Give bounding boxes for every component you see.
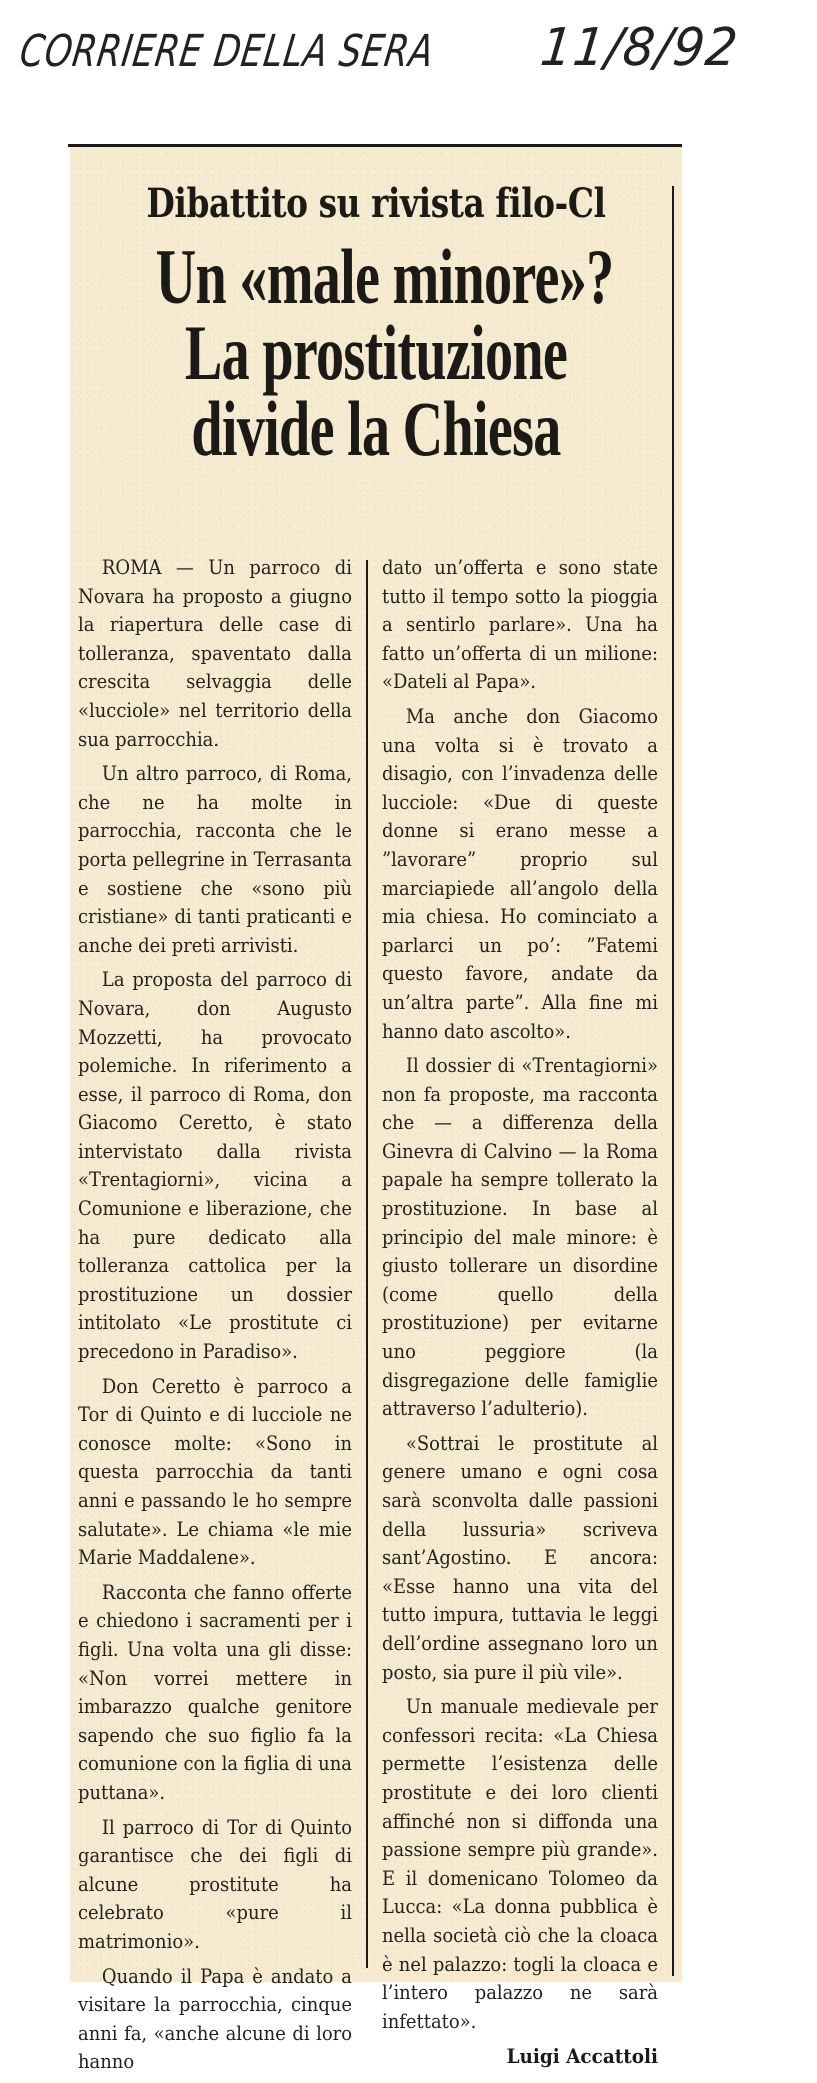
paragraph: Don Ceretto è parroco a Tor di Quinto e di lucciole ne conosce molte: «Sono in questa parrocchia da tanti anni e passando le ho sempre salutate». Le chiama «le mie Marie Maddalene». [78,1374,353,1570]
column-left [78,554,352,2083]
right-rule-divider [672,186,674,1976]
paragraph: Ma anche don Giacomo una volta si è trovato a disagio, con l’invadenza delle lucciole: «Due di queste donne si erano messe a ”lavorare” proprio sul marciapiede all’angolo della mia chiesa. Ho cominciato a parlarci un po’: ”Fatemi questo favore, andate da un’altra parte”. Alla fine mi hanno dato ascolto». [382,704,658,1043]
headline-line-2: La prostituzione [184,309,568,396]
article-headline [155,233,614,472]
paragraph: Racconta che fanno offerte e chiedono i sacramenti per i figli. Una volta una gli disse: «Non vorrei mettere in imbarazzo qualche genitore sapendo che suo figlio fa la comunione con la figlia di una puttana». [78,1580,353,1804]
author-byline: Luigi Accattoli [506,2044,658,2069]
newspaper-name-annotation: CORRIERE DELLA SERA [16,26,438,77]
column-divider [366,560,368,1968]
date-annotation: 11/8/92 [537,18,742,78]
paragraph: ROMA — Un parroco di Novara ha proposto a giugno la riapertura delle case di tolleranza, spaventato dalla crescita selvaggia delle «lucciole» nel territorio della sua parrocchia. [78,556,353,751]
article-body [70,554,670,2074]
article-kicker: Dibattito su rivista filo-Cl [146,180,606,227]
paragraph: Il parroco di Tor di Quinto garantisce che dei figli di alcune prostitute ha celebrato «pure il matrimonio». [78,1815,353,1953]
top-rule-divider [68,144,682,147]
newspaper-clipping [70,144,682,2074]
paragraph: «Sottrai le prostitute al genere umano e ogni cosa sarà sconvolta dalle passioni della lussuria» scriveva sant’Agostino. E ancora: «Esse hanno una vita del tutto impura, tuttavia le leggi dell’ordine assegnano loro un posto, sia pure il più vile». [382,1431,658,1684]
handwritten-annotation [16,18,804,88]
paragraph: Un manuale medievale per confessori recita: «La Chiesa permette l’esistenza delle prostitute e dei loro clienti affinché non si diffonda una passione sempre più grande». E il domenicano Tolomeo da Lucca: «La donna pubblica è nella società ciò che la cloaca è nel palazzo: togli la cloaca e l’intero palazzo ne sarà infettato». [382,1695,658,2033]
paragraph: dato un’offerta e sono state tutto il tempo sotto la pioggia a sentirlo parlare». Una ha fatto un’offerta di un milione: «Dateli al Papa». [382,556,658,694]
headline-line-3: divide la Chiesa [191,385,561,472]
paragraph: Il dossier di «Trentagiorni» non fa proposte, ma racconta che — a differenza della Ginevra di Calvino — la Roma papale ha sempre tollerato la prostituzione. In base al principio del male minore: è giusto tollerare un disordine (come quello della prostituzione) per evitarne uno peggiore (la disgregazione delle famiglie attraverso l’adulterio). [382,1054,658,1421]
headline-line-1: Un «male minore»? [155,233,614,320]
paragraph: Un altro parroco, di Roma, che ne ha molte in parrocchia, racconta che le porta pellegrine in Terrasanta e sostiene che «sono più cristiane» di tanti praticanti e anche dei preti arrivisti. [78,762,353,957]
paragraph: Quando il Papa è andato a visitare la parrocchia, cinque anni fa, «anche alcune di loro hanno [78,1964,353,2074]
paragraph: La proposta del parroco di Novara, don Augusto Mozzetti, ha provocato polemiche. In riferimento a esse, il parroco di Roma, don Giacomo Ceretto, è stato intervistato dalla rivista «Trentagiorni», vicina a Comunione e liberazione, che ha pure dedicato alla tolleranza cattolica per la prostituzione un dossier intitolato «Le prostitute ci precedono in Paradiso». [78,968,353,1364]
column-right [382,554,658,2071]
